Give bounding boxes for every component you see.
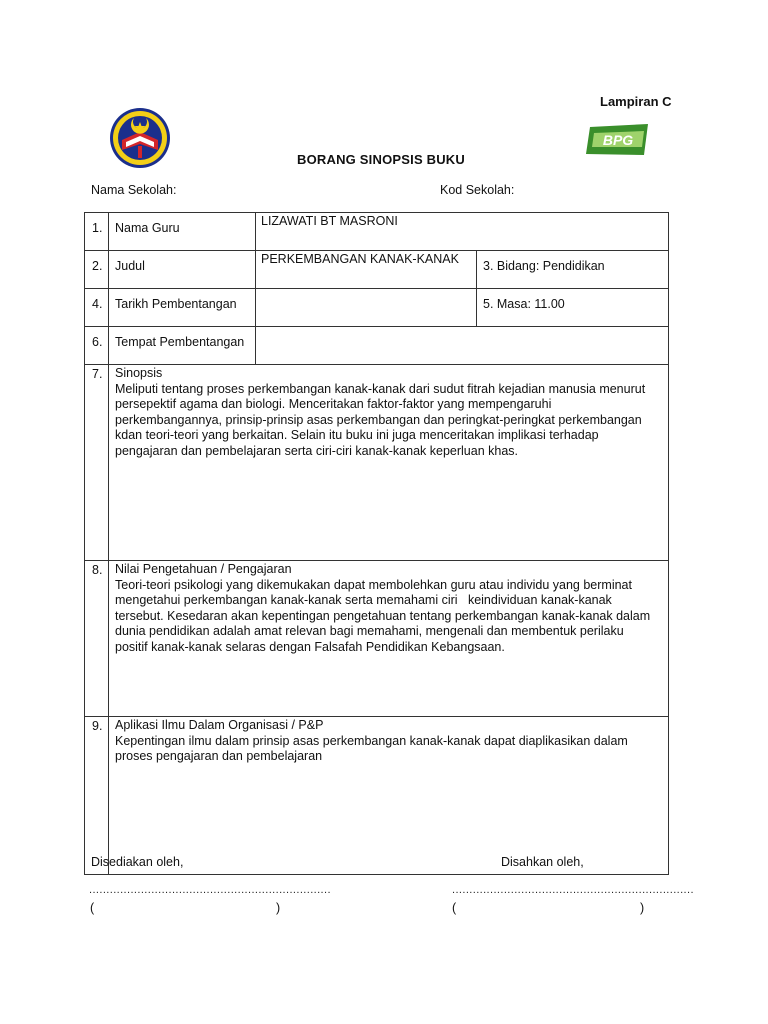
disahkan-label: Disahkan oleh, [501, 855, 584, 869]
field-label-nama-guru: Nama Guru [109, 213, 256, 251]
sinopsis-line: persepektif agama dan biologi. Menceritakan faktor-faktor yang mempengaruhi [115, 397, 552, 411]
field-value-tempat[interactable] [256, 327, 669, 365]
nama-sekolah-label: Nama Sekolah: [91, 183, 177, 197]
name-paren-close-left: ) [276, 901, 281, 915]
synopsis-form-table [84, 212, 669, 875]
row-judul [85, 251, 669, 289]
aplikasi-line: proses pengajaran dan pembelajaran [115, 749, 323, 763]
nilai-line: dunia pendidikan adalah amat relevan bagi memahami, mengenali dan membentuk perilaku [115, 624, 624, 638]
sinopsis-line: kdan teori-teori yang berkaitan. Selain itu buku ini juga menceritakan implikasi terhadap [115, 428, 599, 442]
nilai-line: mengetahui perkembangan kanak-kanak serta memahami ciri keindividuan kanak-kanak [115, 593, 612, 607]
field-bidang[interactable]: 3. Bidang: Pendidikan [477, 251, 669, 289]
kod-sekolah-label: Kod Sekolah: [440, 183, 515, 197]
form-title: BORANG SINOPSIS BUKU [297, 152, 465, 167]
nilai-line: tersebut. Kesedaran akan kepentingan pengetahuan tentang perkembangan kanak-kanak dalam [115, 608, 651, 623]
nilai-line: positif kanak-kanak selaras dengan Falsafah Pendidikan Kebangsaan. [115, 639, 505, 654]
sinopsis-line: Meliputi tentang proses perkembangan kanak-kanak dari sudut fitrah kejadian manusia menurut [115, 381, 646, 396]
field-label-judul: Judul [109, 251, 256, 289]
field-masa[interactable]: 5. Masa: 11.00 [477, 289, 669, 327]
disediakan-label: Disediakan oleh, [91, 855, 184, 869]
bpg-logo-text: BPG [602, 132, 634, 148]
field-value-judul[interactable]: PERKEMBANGAN KANAK-KANAK [256, 251, 477, 289]
row-nilai [85, 561, 669, 717]
signature-line-left[interactable]: ...................................................................... [89, 884, 331, 896]
row-number: 9. [85, 717, 109, 875]
row-tempat [85, 327, 669, 365]
field-label-tarikh: Tarikh Pembentangan [109, 289, 256, 327]
aplikasi-line: Kepentingan ilmu dalam prinsip asas perkembangan kanak-kanak dapat diaplikasikan dalam [115, 733, 628, 748]
row-number: 1. [85, 213, 109, 251]
name-paren-open-left: ( [90, 901, 95, 915]
nilai-heading: Nilai Pengetahuan / Pengajaran [115, 562, 292, 576]
row-number: 8. [85, 561, 109, 717]
field-value-nama-guru[interactable]: LIZAWATI BT MASRONI [256, 213, 669, 251]
row-tarikh [85, 289, 669, 327]
name-paren-open-right: ( [452, 901, 457, 915]
nilai-line: Teori-teori psikologi yang dikemukakan dapat membolehkan guru atau individu yang berminat [115, 577, 632, 592]
aplikasi-cell[interactable] [109, 717, 669, 875]
lampiran-label: Lampiran C [600, 94, 672, 109]
row-number: 2. [85, 251, 109, 289]
row-aplikasi [85, 717, 669, 875]
field-value-tarikh[interactable] [256, 289, 477, 327]
row-number: 6. [85, 327, 109, 365]
sinopsis-line: pengajaran dan pembelajaran serta ciri-ciri kanak-kanak keperluan khas. [115, 443, 519, 458]
aplikasi-heading: Aplikasi Ilmu Dalam Organisasi / P&P [115, 718, 324, 732]
sinopsis-cell[interactable] [109, 365, 669, 561]
field-label-tempat: Tempat Pembentangan [109, 327, 256, 365]
row-nama-guru [85, 213, 669, 251]
sinopsis-line: perkembangannya, prinsip-prinsip asas perkembangan dan peringkat-peringkat perkembangan [115, 412, 642, 427]
signature-line-right[interactable]: ...................................................................... [452, 884, 694, 896]
row-sinopsis [85, 365, 669, 561]
row-number: 7. [85, 365, 109, 561]
name-paren-close-right: ) [640, 901, 645, 915]
nilai-cell[interactable] [109, 561, 669, 717]
sinopsis-heading: Sinopsis [115, 366, 163, 380]
row-number: 4. [85, 289, 109, 327]
